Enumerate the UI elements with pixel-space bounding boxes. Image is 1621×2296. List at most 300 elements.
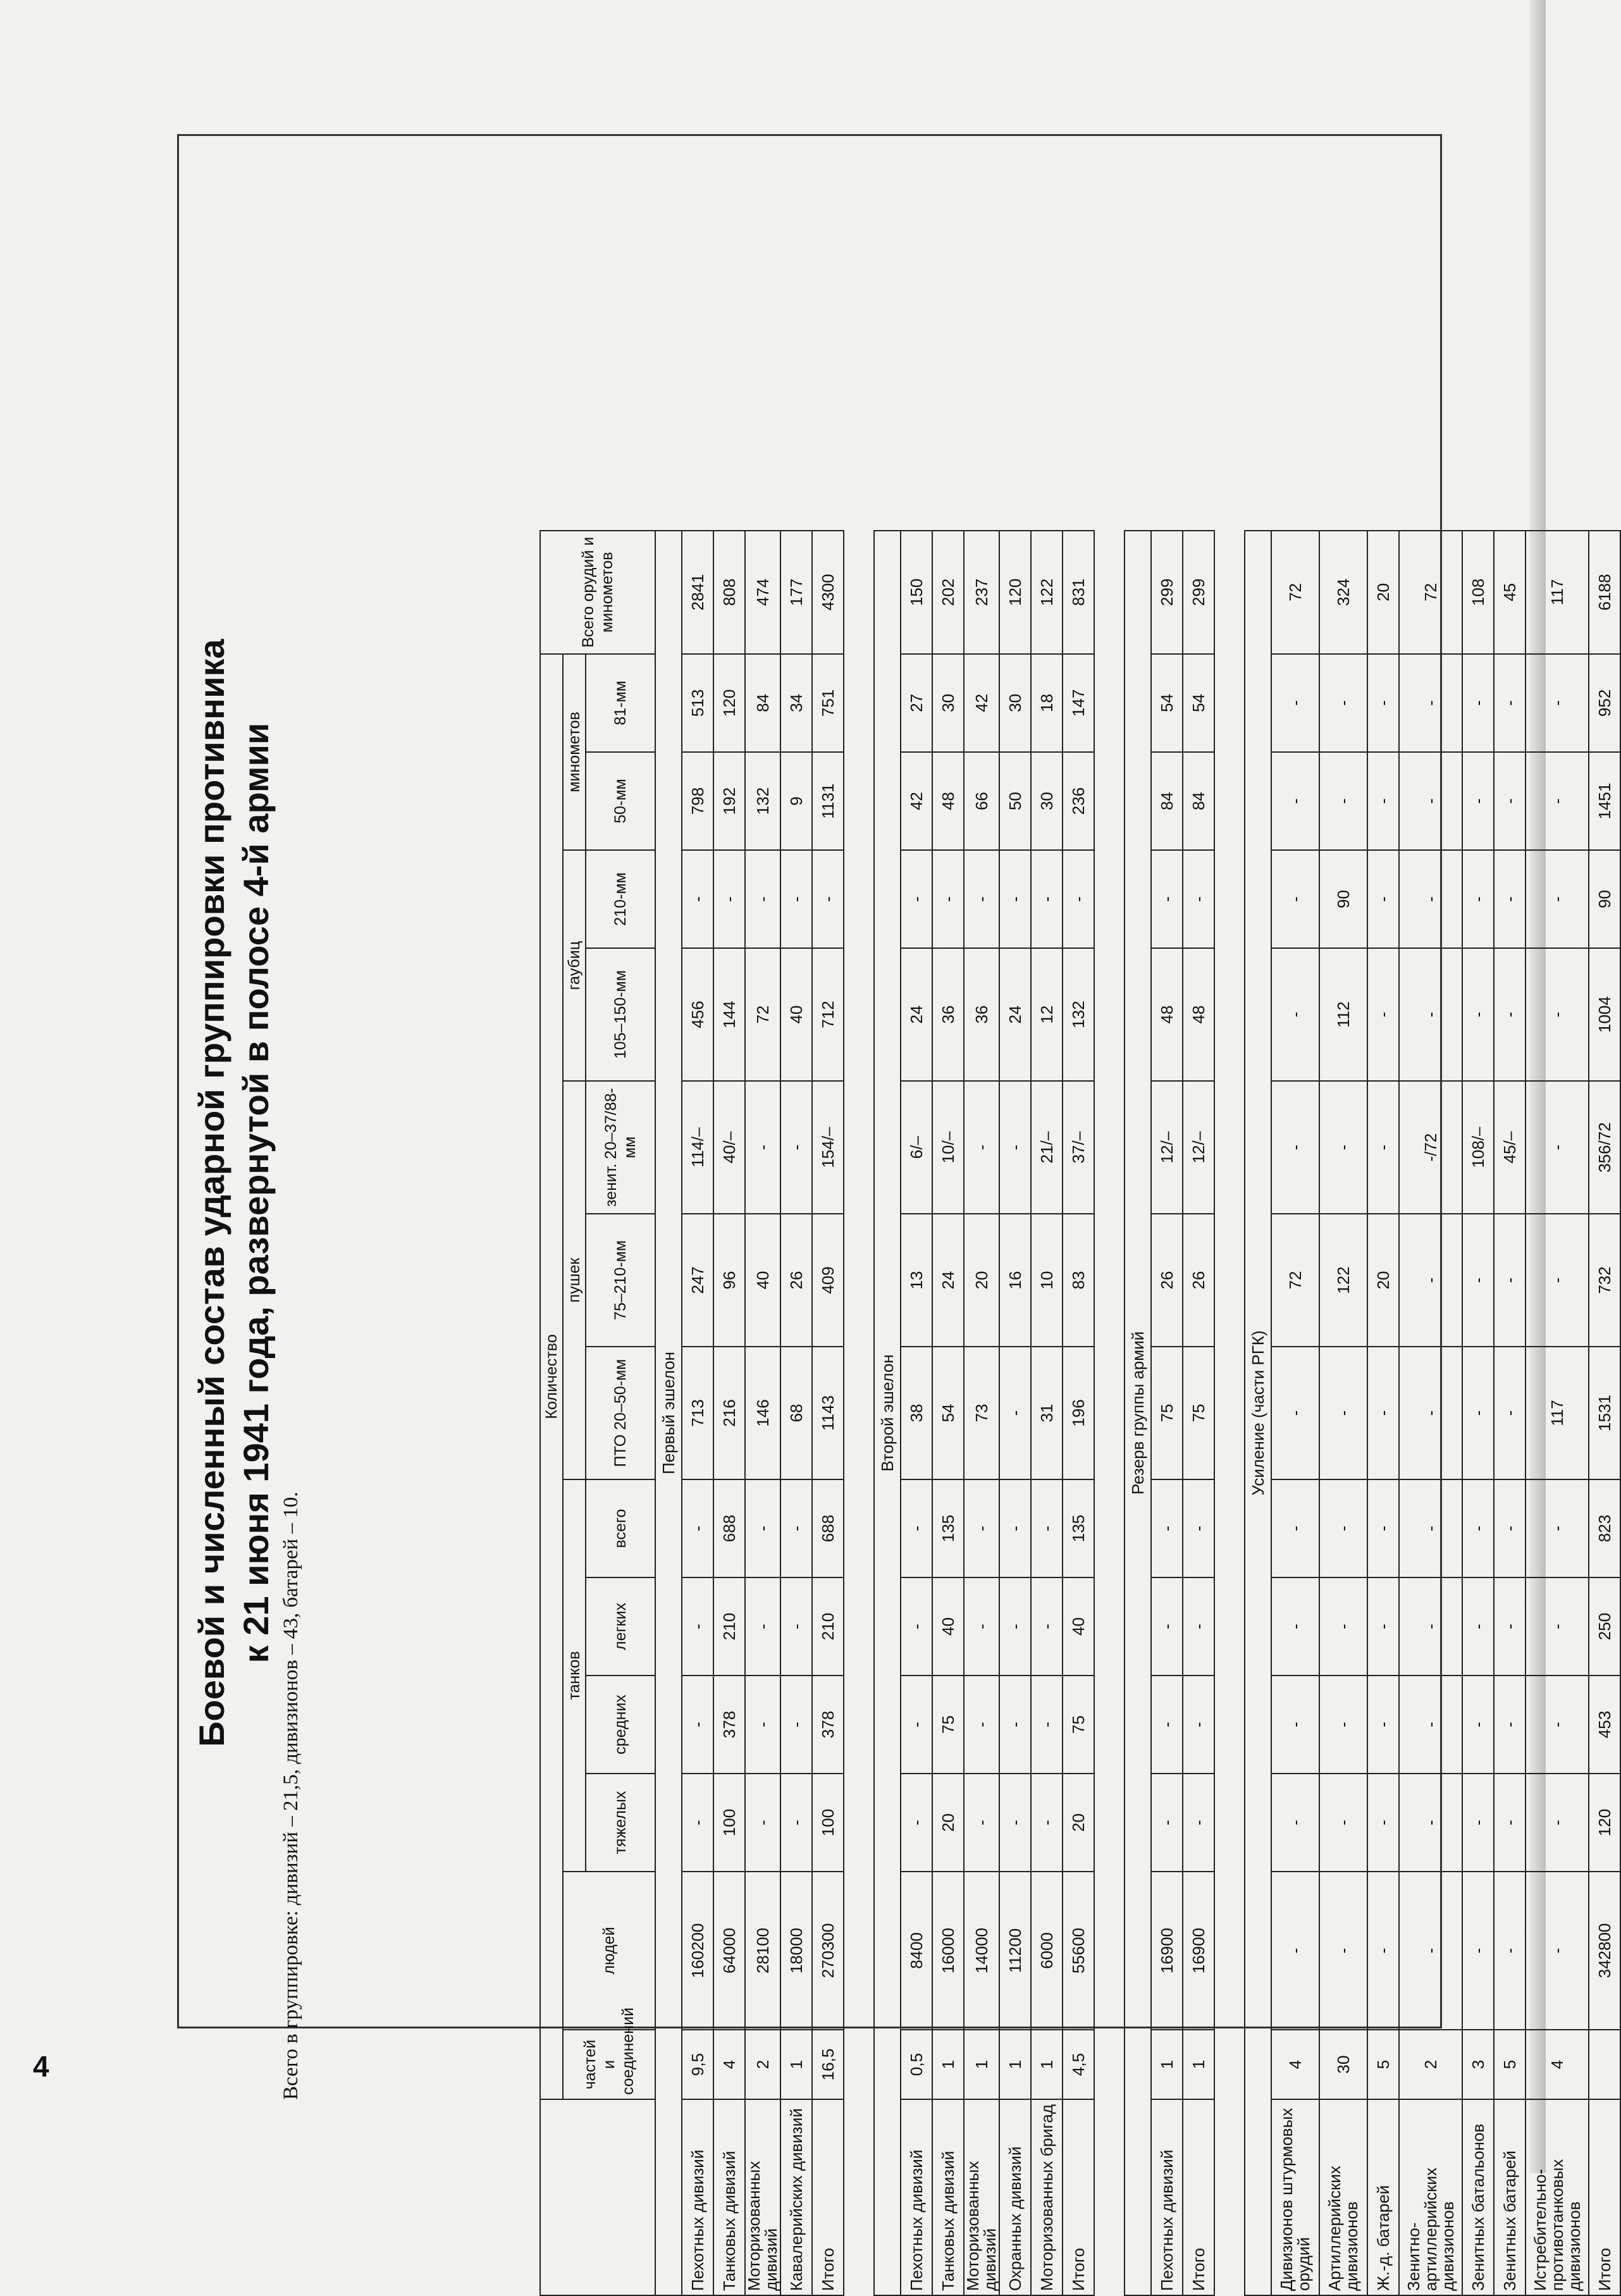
table-cell: - <box>1271 948 1319 1081</box>
table-cell: - <box>1525 1872 1589 2030</box>
table-cell: - <box>1319 1479 1367 1577</box>
table-cell: 40 <box>932 1577 964 1676</box>
header-mort-81: 81-мм <box>586 654 655 752</box>
table-cell: 11200 <box>999 1872 1031 2030</box>
section-header-row <box>1125 531 1151 2295</box>
table-cell: - <box>1525 752 1589 850</box>
table-cell: 66 <box>964 752 999 850</box>
table-cell: 112 <box>1319 948 1367 1081</box>
table-cell: 36 <box>964 948 999 1081</box>
table-cell: 147 <box>1063 654 1094 752</box>
table-cell: 160200 <box>682 1872 713 2030</box>
table-cell: 24 <box>901 948 932 1081</box>
table-cell: 5 <box>1494 2030 1525 2099</box>
header-blank <box>540 2099 655 2295</box>
table-cell: 10/– <box>932 1081 964 1214</box>
table-cell: 16000 <box>932 1872 964 2030</box>
header-tanks-heavy: тяжелых <box>586 1774 655 1872</box>
row-label: Танковых дивизий <box>713 2099 745 2295</box>
table-cell: 120 <box>999 531 1031 654</box>
table-cell: 20 <box>1063 1774 1094 1872</box>
spacer-cell <box>844 531 874 2295</box>
table-cell: - <box>1031 1774 1063 1872</box>
table-cell: - <box>1494 752 1525 850</box>
table-cell: 1 <box>780 2030 812 2099</box>
table-cell: 798 <box>682 752 713 850</box>
table-cell: - <box>1271 752 1319 850</box>
table-cell: 177 <box>780 531 812 654</box>
table-cell: 34 <box>780 654 812 752</box>
header-people: людей <box>563 1872 655 2030</box>
table-cell: 36 <box>932 948 964 1081</box>
table-row <box>780 531 812 2295</box>
table-cell: 2 <box>745 2030 780 2099</box>
table-cell: 108 <box>1462 531 1494 654</box>
row-label: Артиллерийских дивизионов <box>1319 2099 1367 2295</box>
table-cell: 12/– <box>1183 1081 1214 1214</box>
table-row <box>1319 531 1367 2295</box>
table-cell: 4300 <box>812 531 844 654</box>
table-row <box>1462 531 1494 2295</box>
table-cell: - <box>1319 752 1367 850</box>
table-cell: 5 <box>1367 2030 1399 2099</box>
table-cell: 24 <box>932 1214 964 1347</box>
table-cell: - <box>1525 1577 1589 1676</box>
table-cell: 270300 <box>812 1872 844 2030</box>
table-cell: - <box>1525 1774 1589 1872</box>
table-cell: 27 <box>901 654 932 752</box>
table-body <box>655 531 1620 2295</box>
table-cell: 48 <box>1151 948 1183 1081</box>
table-cell: - <box>745 1081 780 1214</box>
table-cell: 72 <box>1271 531 1319 654</box>
header-howitzers: гаубиц <box>563 850 586 1081</box>
table-cell: 952 <box>1589 654 1620 752</box>
table-cell: 210 <box>812 1577 844 1676</box>
table-cell: - <box>901 1577 932 1676</box>
table-cell: 751 <box>812 654 844 752</box>
table-row <box>901 531 932 2295</box>
table-cell: 16900 <box>1151 1872 1183 2030</box>
table-cell: 1 <box>1031 2030 1063 2099</box>
table-cell: 114/– <box>682 1081 713 1214</box>
table-cell: 132 <box>745 752 780 850</box>
table-cell: 16,5 <box>812 2030 844 2099</box>
table-row <box>1494 531 1525 2295</box>
table-cell: 100 <box>812 1774 844 1872</box>
row-label: Зенитно-артиллерийских дивизионов <box>1399 2099 1462 2295</box>
table-cell: - <box>1399 1872 1462 2030</box>
table-cell: 20 <box>964 1214 999 1347</box>
table-cell: - <box>964 1081 999 1214</box>
table-cell: 324 <box>1319 531 1367 654</box>
table-cell: 13 <box>901 1214 932 1347</box>
table-cell: 6/– <box>901 1081 932 1214</box>
table-cell: - <box>1462 1577 1494 1676</box>
table-cell: 16 <box>999 1214 1031 1347</box>
table-cell: 120 <box>713 654 745 752</box>
section-header-row <box>1245 531 1271 2295</box>
row-label: Ж.-д. батарей <box>1367 2099 1399 2295</box>
table-cell: 122 <box>1319 1214 1367 1347</box>
table-cell: 6000 <box>1031 1872 1063 2030</box>
table-cell: - <box>1399 1214 1462 1347</box>
table-cell: 1143 <box>812 1347 844 1479</box>
header-how-210: 210-мм <box>586 850 655 948</box>
table-cell: 24 <box>999 948 1031 1081</box>
table-cell: 75 <box>1063 1676 1094 1774</box>
table-cell: 1 <box>999 2030 1031 2099</box>
row-label: Дивизионов штурмовых орудий <box>1271 2099 1319 2295</box>
table-cell: 732 <box>1589 1214 1620 1347</box>
forces-table <box>539 530 1621 2296</box>
header-guns: пушек <box>563 1081 586 1479</box>
table-cell: 16900 <box>1183 1872 1214 2030</box>
table-row <box>1399 531 1462 2295</box>
table-cell: 68 <box>780 1347 812 1479</box>
table-cell: - <box>1031 1676 1063 1774</box>
table-cell: 831 <box>1063 531 1094 654</box>
table-cell: - <box>745 1479 780 1577</box>
table-cell: - <box>1462 1872 1494 2030</box>
table-cell: - <box>745 1774 780 1872</box>
page-number: 4 <box>33 2050 49 2083</box>
table-cell: 1 <box>932 2030 964 2099</box>
table-cell: - <box>964 1676 999 1774</box>
table-row <box>1525 531 1589 2295</box>
table-cell: 1 <box>1151 2030 1183 2099</box>
table-cell: 26 <box>1151 1214 1183 1347</box>
header-tanks-light: легких <box>586 1577 655 1676</box>
table-cell: - <box>1399 1479 1462 1577</box>
table-cell: 378 <box>713 1676 745 1774</box>
table-cell: 48 <box>1183 948 1214 1081</box>
table-cell: 40 <box>1063 1577 1094 1676</box>
table-cell: 75 <box>1183 1347 1214 1479</box>
table-cell: 26 <box>780 1214 812 1347</box>
table-row <box>713 531 745 2295</box>
table-cell: - <box>1525 1214 1589 1347</box>
table-cell: 2 <box>1399 2030 1462 2099</box>
table-cell: 513 <box>682 654 713 752</box>
table-cell: 55600 <box>1063 1872 1094 2030</box>
table-cell: - <box>1063 850 1094 948</box>
table-cell: - <box>1271 1577 1319 1676</box>
table-cell: 4,5 <box>1063 2030 1094 2099</box>
table-cell: - <box>1367 948 1399 1081</box>
table-cell: 1 <box>1183 2030 1214 2099</box>
table-cell: 2841 <box>682 531 713 654</box>
table-cell: 40/– <box>713 1081 745 1214</box>
header-tanks: танков <box>563 1479 586 1872</box>
table-cell: 100 <box>713 1774 745 1872</box>
table-cell: - <box>1399 1774 1462 1872</box>
section-title: Второй эшелон <box>874 531 901 2295</box>
table-cell: - <box>1367 1872 1399 2030</box>
table-cell: 9 <box>780 752 812 850</box>
row-label: Пехотных дивизий <box>1151 2099 1183 2295</box>
table-cell: - <box>1271 1872 1319 2030</box>
row-label: Зенитных батарей <box>1494 2099 1525 2295</box>
table-row <box>1271 531 1319 2295</box>
row-label: Итого <box>812 2099 844 2295</box>
table-cell: 84 <box>745 654 780 752</box>
table-cell: 38 <box>901 1347 932 1479</box>
table-cell: - <box>1525 948 1589 1081</box>
table-cell: - <box>1462 948 1494 1081</box>
table-cell: 712 <box>812 948 844 1081</box>
footnote: Всего в группировке: дивизий – 21,5, дивизионов – 43, батарей – 10. <box>280 1491 302 2100</box>
table-cell: - <box>745 850 780 948</box>
row-label: Охранных дивизий <box>999 2099 1031 2295</box>
spacer-cell <box>1094 531 1125 2295</box>
table-cell: - <box>964 1774 999 1872</box>
header-mortars: минометов <box>563 654 586 850</box>
table-cell: - <box>1319 654 1367 752</box>
table-cell: 90 <box>1319 850 1367 948</box>
table-cell: 0,5 <box>901 2030 932 2099</box>
table-cell: - <box>1462 1347 1494 1479</box>
table-cell: - <box>1271 850 1319 948</box>
table-cell: 31 <box>1031 1347 1063 1479</box>
table-cell: 20 <box>1367 531 1399 654</box>
row-label: Пехотных дивизий <box>682 2099 713 2295</box>
table-cell: 4 <box>1271 2030 1319 2099</box>
table-cell: 120 <box>1589 1774 1620 1872</box>
table-cell: - <box>1462 1214 1494 1347</box>
table-cell: - <box>1494 1479 1525 1577</box>
table-row <box>682 531 713 2295</box>
header-pto: ПТО 20–50-мм <box>586 1347 655 1479</box>
table-cell: 236 <box>1063 752 1094 850</box>
table-cell: 28100 <box>745 1872 780 2030</box>
table-cell: 30 <box>932 654 964 752</box>
table-row <box>745 531 780 2295</box>
table-cell: - <box>682 1479 713 1577</box>
table-cell <box>1589 2030 1620 2099</box>
section-spacer <box>1094 531 1125 2295</box>
table-cell: 21/– <box>1031 1081 1063 1214</box>
table-cell: - <box>1271 1774 1319 1872</box>
table-cell: - <box>1367 1577 1399 1676</box>
table-cell: 117 <box>1525 531 1589 654</box>
table-cell: 342800 <box>1589 1872 1620 2030</box>
table-cell: - <box>1462 1676 1494 1774</box>
table-cell: 26 <box>1183 1214 1214 1347</box>
table-cell: 12/– <box>1151 1081 1183 1214</box>
table-cell: - <box>1525 1081 1589 1214</box>
table-cell: - <box>1494 1214 1525 1347</box>
row-label: Моторизованных дивизий <box>964 2099 999 2295</box>
table-cell: - <box>964 850 999 948</box>
table-cell: - <box>1183 1676 1214 1774</box>
table-cell: 453 <box>1589 1676 1620 1774</box>
title-line-1: Боевой и численный состав ударной группировки противника <box>192 639 231 1747</box>
table-cell: -/72 <box>1399 1081 1462 1214</box>
table-cell: - <box>1151 1479 1183 1577</box>
table-cell: 688 <box>713 1479 745 1577</box>
table-cell: 48 <box>932 752 964 850</box>
table-cell: 84 <box>1151 752 1183 850</box>
table-cell: - <box>1271 1347 1319 1479</box>
table-cell: - <box>1462 1774 1494 1872</box>
table-cell: 84 <box>1183 752 1214 850</box>
table-row <box>1031 531 1063 2295</box>
table-cell: - <box>1494 654 1525 752</box>
table-cell: - <box>1462 1479 1494 1577</box>
table-cell: 42 <box>964 654 999 752</box>
table-cell: - <box>901 1676 932 1774</box>
table-cell: 135 <box>932 1479 964 1577</box>
table-cell: 250 <box>1589 1577 1620 1676</box>
spacer-cell <box>1214 531 1245 2295</box>
table-cell: - <box>682 1577 713 1676</box>
header-quantity: Количество <box>540 654 563 2099</box>
table-cell: - <box>999 1676 1031 1774</box>
table-cell: - <box>999 1081 1031 1214</box>
table-cell: - <box>1494 1577 1525 1676</box>
title-line-2: к 21 июня 1941 года, развернутой в полосе 4-й армии <box>236 722 276 1663</box>
table-cell: 117 <box>1525 1347 1589 1479</box>
table-cell: 12 <box>1031 948 1063 1081</box>
table-row <box>1367 531 1399 2295</box>
table-cell: 54 <box>1151 654 1183 752</box>
table-cell: - <box>1525 654 1589 752</box>
table-cell: 154/– <box>812 1081 844 1214</box>
table-cell: 72 <box>745 948 780 1081</box>
table-cell: - <box>1151 1577 1183 1676</box>
table-cell: - <box>901 1774 932 1872</box>
header-total-guns: Всего орудий и минометов <box>540 531 655 654</box>
table-cell: - <box>1367 850 1399 948</box>
table-cell: - <box>999 1577 1031 1676</box>
table-cell: - <box>780 1577 812 1676</box>
table-cell: 72 <box>1271 1214 1319 1347</box>
header-guns-75-210: 75–210-мм <box>586 1214 655 1347</box>
table-cell: 713 <box>682 1347 713 1479</box>
table-cell: 1 <box>964 2030 999 2099</box>
section-title: Усиление (части РГК) <box>1245 531 1271 2295</box>
table-cell: 409 <box>812 1214 844 1347</box>
table-cell: 1004 <box>1589 948 1620 1081</box>
table-cell: 72 <box>1399 531 1462 654</box>
table-cell: 10 <box>1031 1214 1063 1347</box>
table-cell: 73 <box>964 1347 999 1479</box>
table-cell: - <box>1319 1577 1367 1676</box>
table-cell: - <box>1367 1081 1399 1214</box>
table-cell: 150 <box>901 531 932 654</box>
table-cell: - <box>1399 1577 1462 1676</box>
table-cell: 30 <box>1319 2030 1367 2099</box>
table-cell: - <box>1367 752 1399 850</box>
table-cell: - <box>1319 1676 1367 1774</box>
grand-total-row <box>1589 531 1620 2295</box>
table-cell: 202 <box>932 531 964 654</box>
table-cell: 20 <box>1367 1214 1399 1347</box>
table-cell: 144 <box>713 948 745 1081</box>
header-units: частей и соединений <box>563 2030 655 2099</box>
table-cell: - <box>1494 1347 1525 1479</box>
table-cell: - <box>1367 1347 1399 1479</box>
table-cell: - <box>1494 850 1525 948</box>
table-cell: - <box>1399 850 1462 948</box>
header-mort-50: 50-мм <box>586 752 655 850</box>
table-cell: 216 <box>713 1347 745 1479</box>
table-cell: - <box>1367 1676 1399 1774</box>
table-cell: 192 <box>713 752 745 850</box>
table-cell: 4 <box>1525 2030 1589 2099</box>
table-cell: 96 <box>713 1214 745 1347</box>
table-cell: - <box>780 850 812 948</box>
table-cell: 356/72 <box>1589 1081 1620 1214</box>
table-cell: - <box>682 850 713 948</box>
table-cell: - <box>780 1479 812 1577</box>
table-cell: 75 <box>1151 1347 1183 1479</box>
table-cell: - <box>745 1676 780 1774</box>
table-cell: - <box>1399 654 1462 752</box>
table-cell: - <box>1462 850 1494 948</box>
table-cell: 1531 <box>1589 1347 1620 1479</box>
table-cell: 83 <box>1063 1214 1094 1347</box>
row-label: Истребительно-противотанковых дивизионов <box>1525 2099 1589 2295</box>
row-label: Моторизованных бригад <box>1031 2099 1063 2295</box>
table-cell: 50 <box>999 752 1031 850</box>
table-cell: 9,5 <box>682 2030 713 2099</box>
table-cell: 54 <box>1183 654 1214 752</box>
table-cell: 1451 <box>1589 752 1620 850</box>
table-row <box>1183 531 1214 2295</box>
table-cell: 210 <box>713 1577 745 1676</box>
table-cell: 64000 <box>713 1872 745 2030</box>
table-cell: 4 <box>713 2030 745 2099</box>
table-cell: - <box>999 850 1031 948</box>
header-zenit: зенит. 20–37/88-мм <box>586 1081 655 1214</box>
table-cell: 6188 <box>1589 531 1620 654</box>
table-cell: - <box>780 1774 812 1872</box>
table-cell: 37/– <box>1063 1081 1094 1214</box>
table-cell: - <box>932 850 964 948</box>
table-cell: - <box>1399 1347 1462 1479</box>
table-cell: - <box>1494 1872 1525 2030</box>
table-cell: - <box>1494 948 1525 1081</box>
table-cell: - <box>1462 654 1494 752</box>
section-title: Первый эшелон <box>655 531 682 2295</box>
table-cell: - <box>1367 1774 1399 1872</box>
table-rotated-wrapper <box>539 536 1614 2296</box>
table-cell: 40 <box>780 948 812 1081</box>
table-row <box>1151 531 1183 2295</box>
table-cell: 196 <box>1063 1347 1094 1479</box>
row-label: Кавалерийских дивизий <box>780 2099 812 2295</box>
header-tanks-medium: средних <box>586 1676 655 1774</box>
table-cell: - <box>682 1774 713 1872</box>
table-cell: 823 <box>1589 1479 1620 1577</box>
table-cell: 45 <box>1494 531 1525 654</box>
table-row <box>964 531 999 2295</box>
table-cell: 30 <box>1031 752 1063 850</box>
table-cell: 237 <box>964 531 999 654</box>
table-cell: - <box>1271 654 1319 752</box>
table-cell: 474 <box>745 531 780 654</box>
table-cell: 75 <box>932 1676 964 1774</box>
table-cell: - <box>1399 1676 1462 1774</box>
table-cell: 108/– <box>1462 1081 1494 1214</box>
table-cell: - <box>1031 850 1063 948</box>
table-cell: - <box>1031 1577 1063 1676</box>
table-cell: - <box>1031 1479 1063 1577</box>
table-cell: 688 <box>812 1479 844 1577</box>
table-cell: 42 <box>901 752 932 850</box>
